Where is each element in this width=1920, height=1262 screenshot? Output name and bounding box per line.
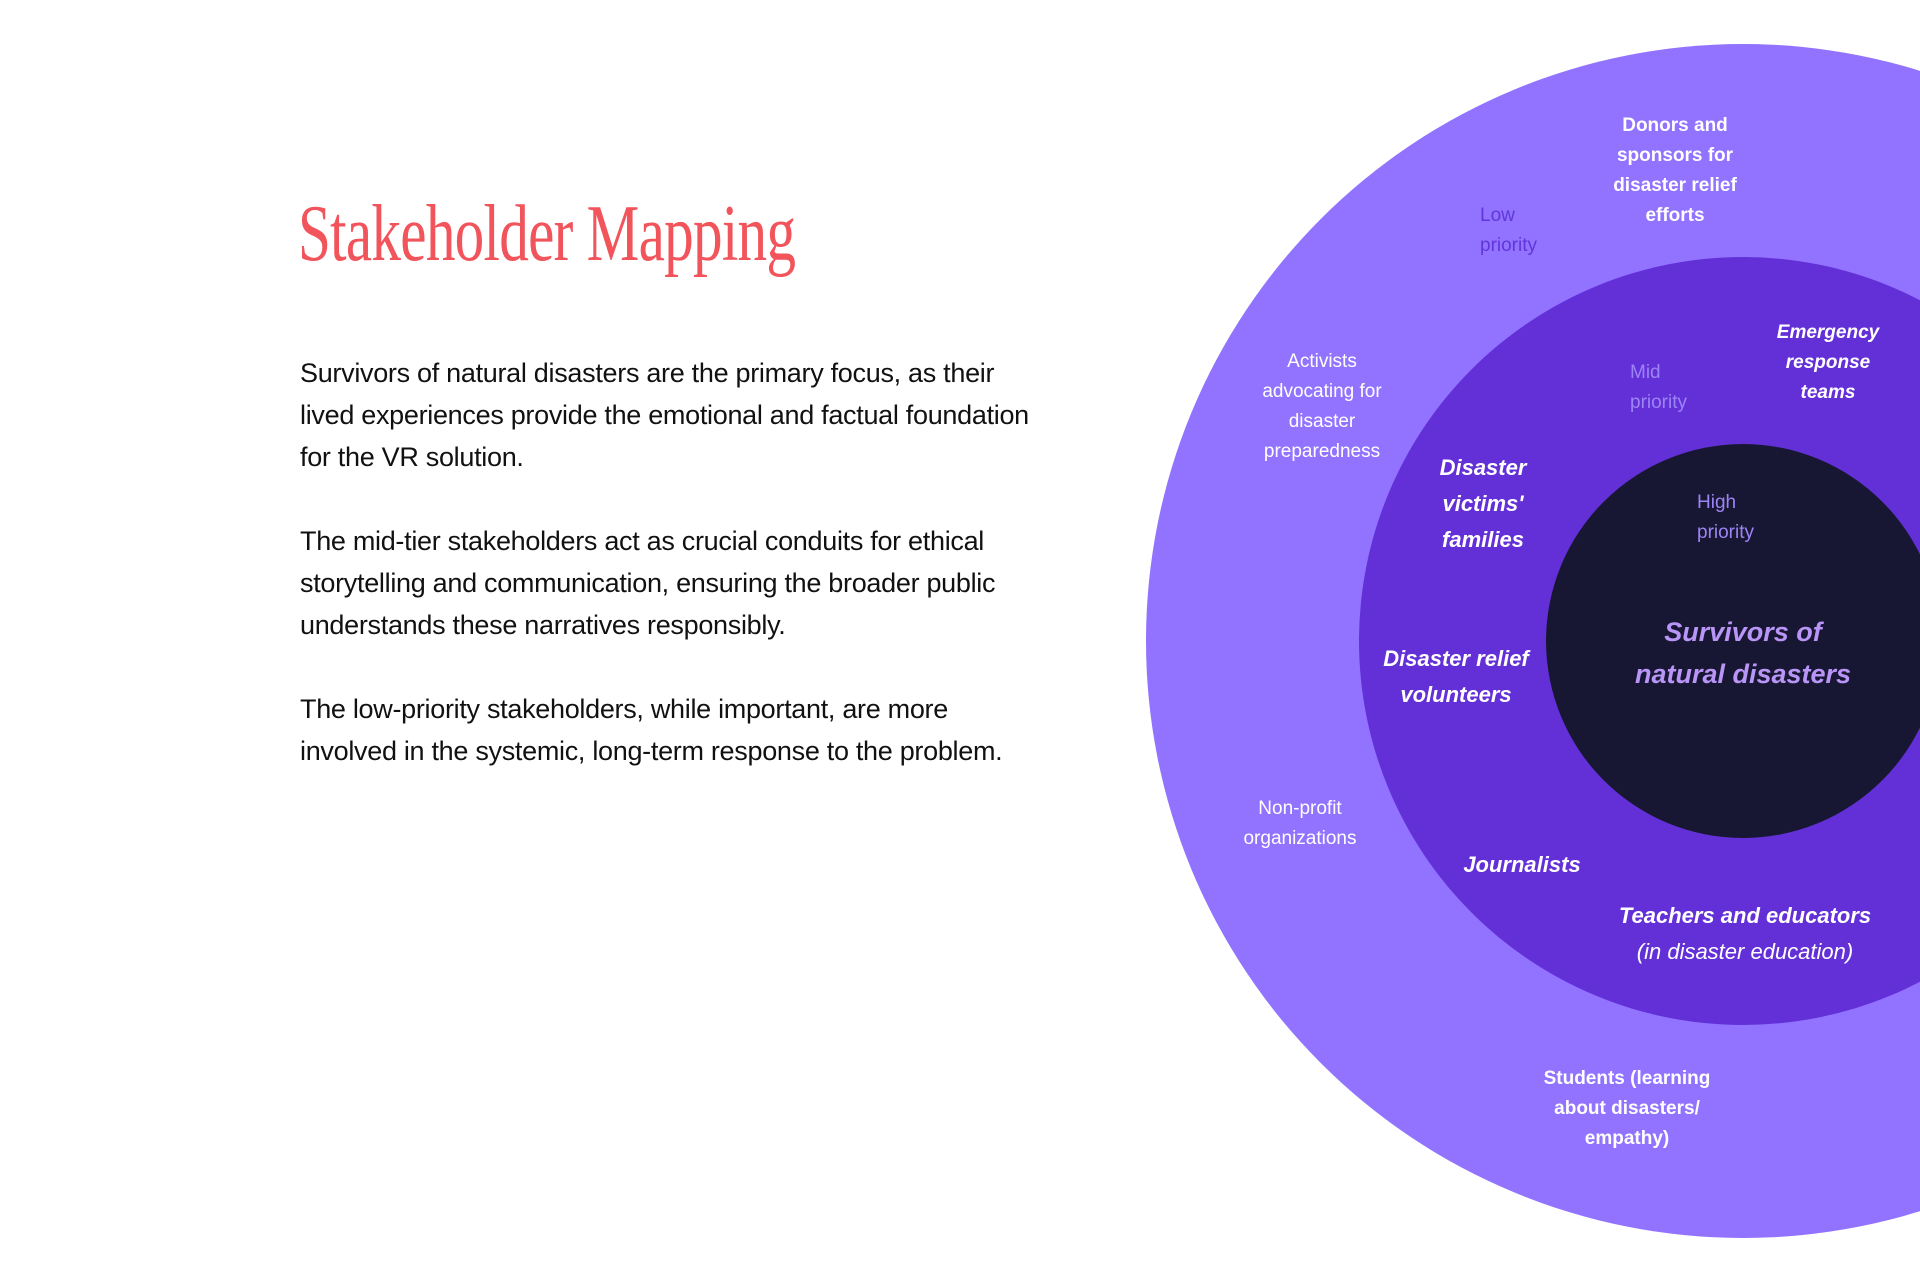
stakeholder-donors-line4: efforts <box>1645 205 1705 226</box>
stakeholder-journalists <box>1402 847 1642 883</box>
stakeholder-emergency-line1: Emergency <box>1776 322 1880 343</box>
priority-label-high <box>1697 488 1754 548</box>
core-label-line1: Survivors of <box>1664 617 1822 647</box>
priority-label-high-line2: priority <box>1697 522 1755 543</box>
stakeholder-donors-line1: Donors and <box>1622 115 1728 136</box>
stakeholder-students-line2: about disasters/ <box>1554 1098 1700 1119</box>
stakeholder-nonprofits <box>1200 794 1400 854</box>
stakeholder-donors-line2: sponsors for <box>1616 145 1734 166</box>
stakeholder-teachers <box>1595 898 1895 970</box>
stakeholder-activists-line1: Activists <box>1287 351 1357 372</box>
stakeholder-students-line1: Students (learning <box>1543 1068 1711 1089</box>
stakeholder-nonprofits-line1: Non-profit <box>1258 798 1342 819</box>
paragraph-low-priority: The low-priority stakeholders, while important, are more involved in the systemic, long-term response to the problem. <box>300 694 1003 766</box>
stakeholder-students-line3: empathy) <box>1584 1128 1670 1149</box>
stakeholder-journalists-line1: Journalists <box>1463 852 1581 877</box>
stakeholder-donors-line3: disaster relief <box>1613 175 1737 196</box>
stakeholder-activists-line2: advocating for <box>1262 381 1382 402</box>
stakeholder-volunteers-line2: volunteers <box>1400 682 1512 707</box>
stakeholder-activists-line4: preparedness <box>1263 441 1381 462</box>
stakeholder-emergency-line2: response <box>1785 352 1871 373</box>
stakeholder-nonprofits-line2: organizations <box>1243 828 1357 849</box>
priority-label-low <box>1480 201 1537 261</box>
stakeholder-families-line3: families <box>1442 527 1524 552</box>
stakeholder-teachers-line1: Teachers and educators <box>1618 903 1872 928</box>
priority-label-low-line1: Low <box>1480 205 1515 226</box>
stakeholder-families-line1: Disaster <box>1439 455 1527 480</box>
stakeholder-emergency-teams <box>1748 318 1908 408</box>
priority-label-mid-line2: priority <box>1630 392 1688 413</box>
core-label-line2: natural disasters <box>1634 659 1852 689</box>
stakeholder-teachers-note: (in disaster education) <box>1636 939 1854 964</box>
stakeholder-activists <box>1222 347 1422 467</box>
stakeholder-families-line2: victims' <box>1442 491 1524 516</box>
stakeholder-students <box>1517 1064 1737 1154</box>
stakeholder-relief-volunteers <box>1376 641 1536 713</box>
stakeholder-volunteers-line1: Disaster relief <box>1383 646 1529 671</box>
core-stakeholder-survivors <box>1593 611 1893 695</box>
paragraph-primary: Survivors of natural disasters are the primary focus, as their lived experiences provide the emotional and factual foundation for the VR solution. <box>300 358 1029 472</box>
paragraph-mid-tier: The mid-tier stakeholders act as crucial conduits for ethical storytelling and communication, ensuring the broader public understands these narratives responsibly. <box>300 526 996 640</box>
stakeholder-activists-line3: disaster <box>1288 411 1356 432</box>
priority-label-mid <box>1630 358 1687 418</box>
stakeholder-victims-families <box>1403 450 1563 558</box>
priority-label-low-line2: priority <box>1480 235 1538 256</box>
priority-label-high-line1: High <box>1697 492 1737 513</box>
stakeholder-emergency-line3: teams <box>1800 382 1856 403</box>
page-title: Stakeholder Mapping <box>298 190 796 278</box>
stakeholder-donors <box>1575 111 1775 231</box>
priority-label-mid-line1: Mid <box>1630 362 1661 383</box>
